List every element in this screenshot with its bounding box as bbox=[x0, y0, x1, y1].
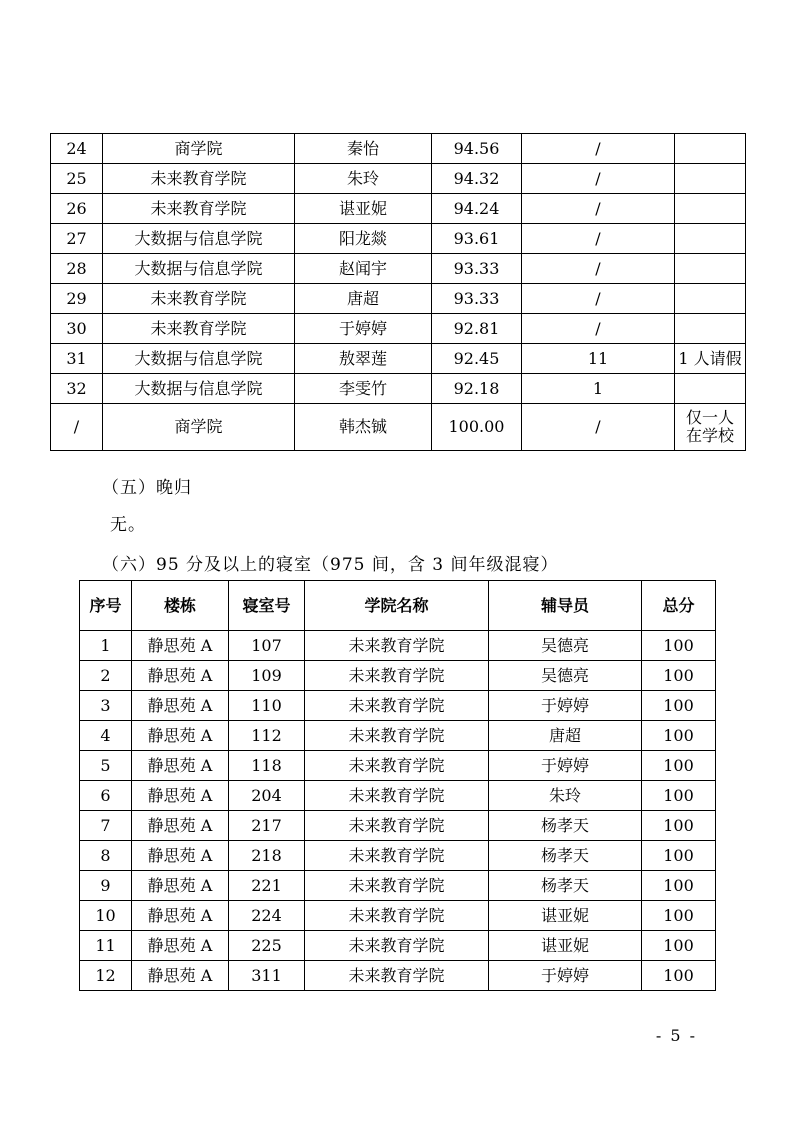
table-cell: 11 bbox=[522, 344, 675, 374]
table-cell: 静思苑 A bbox=[132, 811, 229, 841]
table-cell: 92.81 bbox=[432, 314, 522, 344]
table-cell: 94.24 bbox=[432, 194, 522, 224]
column-header: 辅导员 bbox=[489, 581, 642, 631]
table-row bbox=[51, 164, 746, 194]
table-cell: 100 bbox=[642, 781, 716, 811]
table-cell: 未来教育学院 bbox=[305, 781, 489, 811]
table-cell: 110 bbox=[229, 691, 305, 721]
table-cell: 107 bbox=[229, 631, 305, 661]
table-cell: 29 bbox=[51, 284, 103, 314]
section-heading-high-score-dorms: （六）95 分及以上的寝室（975 间，含 3 间年级混寝） bbox=[102, 555, 559, 575]
table-cell: 92.18 bbox=[432, 374, 522, 404]
table-cell: 221 bbox=[229, 871, 305, 901]
table-cell bbox=[675, 164, 746, 194]
table-cell: 2 bbox=[80, 661, 132, 691]
table-cell: 204 bbox=[229, 781, 305, 811]
table-cell: 5 bbox=[80, 751, 132, 781]
table-cell: 100 bbox=[642, 811, 716, 841]
table-row bbox=[80, 751, 716, 781]
table-cell: 100 bbox=[642, 961, 716, 991]
table-cell: 商学院 bbox=[103, 134, 295, 164]
table-cell: 未来教育学院 bbox=[305, 841, 489, 871]
table-cell bbox=[675, 314, 746, 344]
table-cell: 6 bbox=[80, 781, 132, 811]
table-cell: 224 bbox=[229, 901, 305, 931]
table-cell: 3 bbox=[80, 691, 132, 721]
table-cell: 于婷婷 bbox=[295, 314, 432, 344]
table-cell: 10 bbox=[80, 901, 132, 931]
dorm-score-table-continued bbox=[50, 133, 746, 451]
table-cell: 静思苑 A bbox=[132, 661, 229, 691]
table-cell: 100 bbox=[642, 841, 716, 871]
table-cell: 杨孝天 bbox=[489, 811, 642, 841]
table-row bbox=[80, 901, 716, 931]
table-cell: 静思苑 A bbox=[132, 631, 229, 661]
column-header: 序号 bbox=[80, 581, 132, 631]
table-cell bbox=[675, 194, 746, 224]
table-cell: 静思苑 A bbox=[132, 901, 229, 931]
table-cell: 谌亚妮 bbox=[489, 901, 642, 931]
table-cell: 311 bbox=[229, 961, 305, 991]
table-row bbox=[80, 631, 716, 661]
remark-line: 在学校 bbox=[685, 426, 734, 445]
remark-line: 仅一人 bbox=[685, 408, 734, 427]
table-row bbox=[80, 661, 716, 691]
table-cell: 27 bbox=[51, 224, 103, 254]
table-cell: 秦怡 bbox=[295, 134, 432, 164]
table-cell: 未来教育学院 bbox=[305, 751, 489, 781]
table-cell bbox=[675, 224, 746, 254]
table-row bbox=[51, 134, 746, 164]
table-cell: 32 bbox=[51, 374, 103, 404]
table-cell: 未来教育学院 bbox=[103, 284, 295, 314]
table-cell: 大数据与信息学院 bbox=[103, 254, 295, 284]
table-cell: 阳龙燚 bbox=[295, 224, 432, 254]
page-number: - 5 - bbox=[655, 1026, 697, 1045]
table-cell: 静思苑 A bbox=[132, 961, 229, 991]
table-cell: 杨孝天 bbox=[489, 871, 642, 901]
table-row bbox=[80, 721, 716, 751]
table-cell: 未来教育学院 bbox=[305, 691, 489, 721]
table-row bbox=[80, 811, 716, 841]
table-cell: 100 bbox=[642, 721, 716, 751]
table-cell: 217 bbox=[229, 811, 305, 841]
table-row bbox=[51, 314, 746, 344]
table-row bbox=[51, 254, 746, 284]
table-cell: 未来教育学院 bbox=[305, 901, 489, 931]
table-cell: 93.61 bbox=[432, 224, 522, 254]
remark-cell bbox=[675, 404, 746, 451]
table-cell: 谌亚妮 bbox=[295, 194, 432, 224]
table-row bbox=[80, 841, 716, 871]
table-cell bbox=[675, 374, 746, 404]
table-cell: 唐超 bbox=[295, 284, 432, 314]
table-cell: / bbox=[522, 164, 675, 194]
table-row bbox=[51, 404, 746, 451]
table-cell: 100 bbox=[642, 871, 716, 901]
table-row bbox=[51, 344, 746, 374]
table-cell: 12 bbox=[80, 961, 132, 991]
table-cell: 李雯竹 bbox=[295, 374, 432, 404]
table-cell: 未来教育学院 bbox=[103, 194, 295, 224]
table-cell: 100 bbox=[642, 751, 716, 781]
table-cell: / bbox=[522, 194, 675, 224]
table-cell: / bbox=[522, 224, 675, 254]
table-cell bbox=[675, 284, 746, 314]
table-cell: 225 bbox=[229, 931, 305, 961]
table-cell: 94.56 bbox=[432, 134, 522, 164]
table-cell: 朱玲 bbox=[295, 164, 432, 194]
table-cell: 93.33 bbox=[432, 254, 522, 284]
table-cell: 100 bbox=[642, 661, 716, 691]
table-cell: / bbox=[522, 254, 675, 284]
table-cell: 93.33 bbox=[432, 284, 522, 314]
table-cell: 吴德亮 bbox=[489, 661, 642, 691]
table-row bbox=[80, 691, 716, 721]
table-cell: 静思苑 A bbox=[132, 721, 229, 751]
column-header: 总分 bbox=[642, 581, 716, 631]
table-cell: 静思苑 A bbox=[132, 751, 229, 781]
table-cell: 唐超 bbox=[489, 721, 642, 751]
table-cell: 100 bbox=[642, 691, 716, 721]
table-cell: 静思苑 A bbox=[132, 871, 229, 901]
table-cell: 112 bbox=[229, 721, 305, 751]
table-cell: 于婷婷 bbox=[489, 691, 642, 721]
table-cell: 静思苑 A bbox=[132, 781, 229, 811]
section-heading-late-return: （五）晚归 bbox=[102, 478, 192, 498]
table-cell: / bbox=[522, 404, 675, 451]
table-header-row bbox=[80, 581, 716, 631]
table-cell: 26 bbox=[51, 194, 103, 224]
table-cell: 109 bbox=[229, 661, 305, 691]
table-cell: 4 bbox=[80, 721, 132, 751]
table-cell: 118 bbox=[229, 751, 305, 781]
table-cell: 朱玲 bbox=[489, 781, 642, 811]
table-cell: 大数据与信息学院 bbox=[103, 374, 295, 404]
table-cell: 94.32 bbox=[432, 164, 522, 194]
table-row bbox=[80, 961, 716, 991]
table-cell: 31 bbox=[51, 344, 103, 374]
table-cell: 1 bbox=[522, 374, 675, 404]
table-cell: 大数据与信息学院 bbox=[103, 344, 295, 374]
table-cell: 谌亚妮 bbox=[489, 931, 642, 961]
table-cell: 25 bbox=[51, 164, 103, 194]
table-row bbox=[51, 374, 746, 404]
table-row bbox=[51, 284, 746, 314]
table-cell: / bbox=[51, 404, 103, 451]
table-cell: 杨孝天 bbox=[489, 841, 642, 871]
table-row bbox=[51, 194, 746, 224]
table-cell: 8 bbox=[80, 841, 132, 871]
table-cell: 100.00 bbox=[432, 404, 522, 451]
high-score-dorm-table bbox=[79, 580, 716, 991]
column-header: 寝室号 bbox=[229, 581, 305, 631]
table-cell: 未来教育学院 bbox=[305, 661, 489, 691]
table-cell: 92.45 bbox=[432, 344, 522, 374]
column-header: 学院名称 bbox=[305, 581, 489, 631]
table-cell: 100 bbox=[642, 631, 716, 661]
column-header: 楼栋 bbox=[132, 581, 229, 631]
table-cell: 未来教育学院 bbox=[305, 811, 489, 841]
section-body-none: 无。 bbox=[110, 515, 146, 535]
table-cell: 静思苑 A bbox=[132, 691, 229, 721]
table-cell: 静思苑 A bbox=[132, 841, 229, 871]
table-row bbox=[80, 781, 716, 811]
table-cell: 30 bbox=[51, 314, 103, 344]
table-row bbox=[80, 871, 716, 901]
table-cell: 吴德亮 bbox=[489, 631, 642, 661]
table-cell: 未来教育学院 bbox=[103, 164, 295, 194]
table-cell: 未来教育学院 bbox=[305, 631, 489, 661]
table-cell: / bbox=[522, 134, 675, 164]
table-cell bbox=[675, 254, 746, 284]
table-cell: 11 bbox=[80, 931, 132, 961]
table-cell: 7 bbox=[80, 811, 132, 841]
table-row bbox=[80, 931, 716, 961]
table-cell: 赵闻宇 bbox=[295, 254, 432, 284]
table-cell: 敖翠莲 bbox=[295, 344, 432, 374]
table-cell: 未来教育学院 bbox=[103, 314, 295, 344]
table-cell: 于婷婷 bbox=[489, 961, 642, 991]
table-cell: / bbox=[522, 314, 675, 344]
table-cell: 韩杰铖 bbox=[295, 404, 432, 451]
table-cell: 100 bbox=[642, 901, 716, 931]
table-row bbox=[51, 224, 746, 254]
table-cell: 未来教育学院 bbox=[305, 961, 489, 991]
table-cell: 大数据与信息学院 bbox=[103, 224, 295, 254]
table-cell: 商学院 bbox=[103, 404, 295, 451]
table-cell: 未来教育学院 bbox=[305, 931, 489, 961]
table-cell: 未来教育学院 bbox=[305, 721, 489, 751]
table-cell: 静思苑 A bbox=[132, 931, 229, 961]
table-cell: 24 bbox=[51, 134, 103, 164]
table-cell: 28 bbox=[51, 254, 103, 284]
table-cell bbox=[675, 134, 746, 164]
table-cell: 1 人请假 bbox=[675, 344, 746, 374]
table-cell: 100 bbox=[642, 931, 716, 961]
table-cell: / bbox=[522, 284, 675, 314]
table-cell: 218 bbox=[229, 841, 305, 871]
table-cell: 1 bbox=[80, 631, 132, 661]
table-cell: 未来教育学院 bbox=[305, 871, 489, 901]
table-cell: 于婷婷 bbox=[489, 751, 642, 781]
table-cell: 9 bbox=[80, 871, 132, 901]
